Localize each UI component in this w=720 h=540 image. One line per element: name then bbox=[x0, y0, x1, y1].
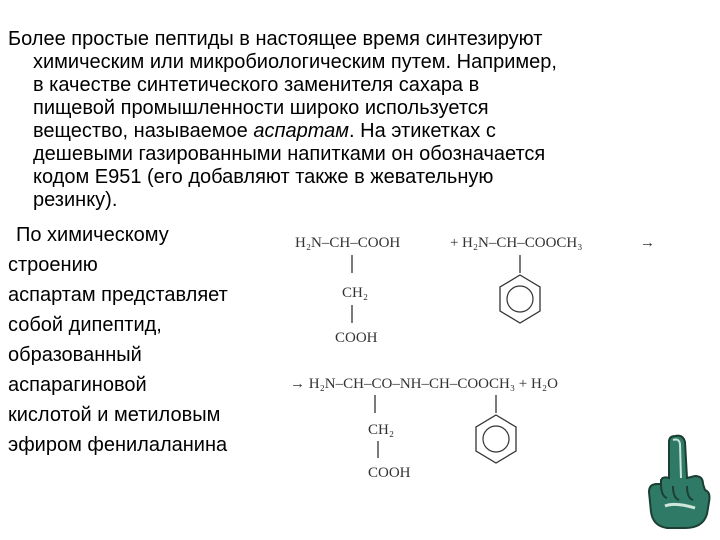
text-line: дешевыми газированными напитками он обозначается bbox=[33, 143, 546, 165]
ch2-group: CH₂ bbox=[342, 285, 369, 301]
text-line: аспарагиновой bbox=[8, 374, 147, 396]
ch2-group: CH₂ bbox=[368, 422, 395, 438]
text-line: в качестве синтетического заменителя сахара в bbox=[33, 74, 480, 96]
cooh-group: COOH bbox=[368, 465, 411, 481]
text-line: кодом Е951 (его добавляют также в жевательную bbox=[33, 166, 494, 188]
benzene-ring-icon bbox=[500, 275, 540, 323]
reaction-scheme bbox=[290, 225, 705, 495]
benzene-ring-icon bbox=[476, 415, 516, 463]
text-fragment: вещество, называемое bbox=[33, 120, 254, 142]
text-line: строению bbox=[8, 254, 98, 276]
reaction-arrow: → bbox=[640, 235, 655, 251]
aspartame-term: аспартам bbox=[253, 120, 350, 142]
text-line: собой дипептид, bbox=[8, 314, 162, 336]
intro-paragraph bbox=[8, 28, 708, 212]
cooh-group: COOH bbox=[335, 330, 378, 346]
text-fragment: . На этикетках с bbox=[349, 120, 496, 142]
text-line: образованный bbox=[8, 344, 142, 366]
aspartic-acid-formula: H₂N–CH–COOH bbox=[295, 235, 401, 251]
text-line bbox=[8, 120, 708, 143]
text-line: кислотой и метиловым bbox=[8, 404, 221, 426]
pointing-hand-icon bbox=[645, 432, 713, 537]
aspartame-formula: → H₂N–CH–CO–NH–CH–COOCH₃ + H₂O bbox=[290, 376, 558, 392]
plus-sign: + bbox=[450, 235, 459, 251]
text-line: По химическому bbox=[16, 224, 169, 246]
text-line: Более простые пептиды в настоящее время синтезируют bbox=[8, 28, 543, 50]
phenylalanine-ester-formula: H₂N–CH–COOCH₃ bbox=[462, 235, 583, 251]
structure-description bbox=[8, 220, 288, 460]
text-line: эфиром фенилаланина bbox=[8, 434, 228, 456]
text-line: химическим или микробиологическим путем. Например, bbox=[33, 51, 557, 73]
reaction-diagram bbox=[290, 225, 705, 495]
text-line: резинку). bbox=[33, 189, 118, 211]
text-line: аспартам представляет bbox=[8, 284, 228, 306]
text-line: пищевой промышленности широко используется bbox=[33, 97, 489, 119]
